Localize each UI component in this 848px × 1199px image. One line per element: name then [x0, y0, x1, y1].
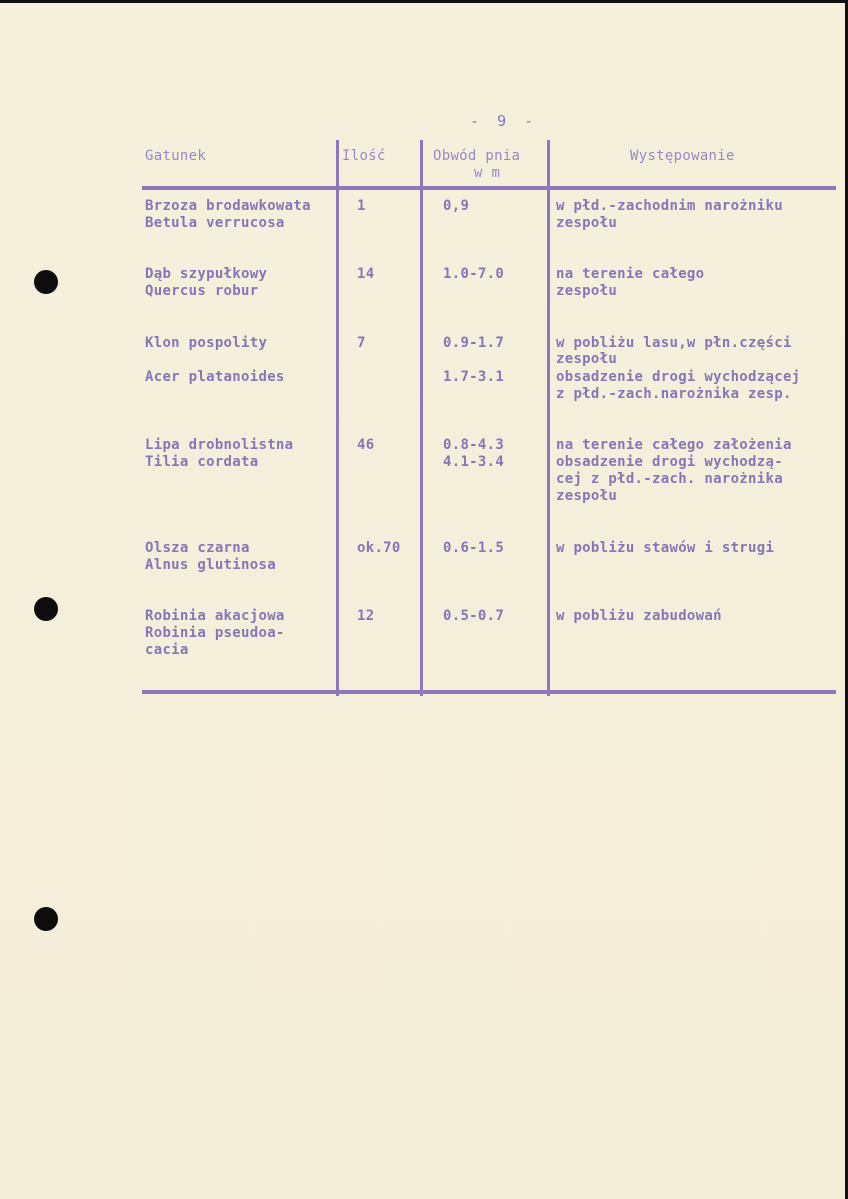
species-name: Brzoza brodawkowata [145, 198, 311, 214]
scan-edge-top [0, 0, 848, 3]
girth-value: 0,9 [443, 198, 470, 214]
species-name: Olsza czarna [145, 540, 250, 556]
species-name: Robinia akacjowa [145, 608, 285, 624]
occurrence-text: w pobliżu zabudowań [556, 608, 722, 624]
species-latin: cacia [145, 642, 189, 658]
species-latin: Robinia pseudoa- [145, 625, 285, 641]
occurrence-text: zespołu [556, 283, 618, 299]
girth-value: 0.8-4.3 [443, 437, 505, 453]
count-value: 1 [357, 198, 366, 214]
species-name: Klon pospolity [145, 335, 268, 351]
punch-hole-bottom [34, 907, 58, 931]
occurrence-text: obsadzenie drogi wychodzącej [556, 369, 801, 385]
girth-value: 1.7-3.1 [443, 369, 505, 385]
occurrence-text: obsadzenie drogi wychodzą- [556, 454, 783, 470]
header-girth-line1: Obwód pnia [433, 148, 521, 164]
count-value: 14 [357, 266, 375, 282]
count-value: 7 [357, 335, 366, 351]
occurrence-text: na terenie całego założenia [556, 437, 792, 453]
header-count: Ilość [342, 148, 386, 164]
occurrence-text: na terenie całego [556, 266, 705, 282]
column-divider-2 [420, 140, 423, 696]
species-latin: Alnus glutinosa [145, 557, 276, 573]
occurrence-text: z płd.-zach.narożnika zesp. [556, 386, 792, 402]
occurrence-text: cej z płd.-zach. narożnika [556, 471, 783, 487]
header-rule [142, 186, 836, 190]
punch-hole-top [34, 270, 58, 294]
species-latin: Betula verrucosa [145, 215, 285, 231]
species-latin: Acer platanoides [145, 369, 285, 385]
count-value: 12 [357, 608, 375, 624]
occurrence-text: w pobliżu lasu,w płn.części [556, 335, 792, 351]
girth-value: 0.5-0.7 [443, 608, 505, 624]
header-species: Gatunek [145, 148, 207, 164]
species-latin: Tilia cordata [145, 454, 259, 470]
punch-hole-middle [34, 597, 58, 621]
count-value: 46 [357, 437, 375, 453]
species-name: Lipa drobnolistna [145, 437, 294, 453]
girth-value: 0.6-1.5 [443, 540, 505, 556]
occurrence-text: w pobliżu stawów i strugi [556, 540, 775, 556]
occurrence-text: zespołu [556, 351, 618, 367]
girth-value: 4.1-3.4 [443, 454, 505, 470]
occurrence-text: zespołu [556, 488, 618, 504]
bottom-rule [142, 690, 836, 694]
column-divider-3 [547, 140, 550, 696]
header-girth-line2: w m [474, 165, 501, 181]
species-name: Dąb szypułkowy [145, 266, 268, 282]
girth-value: 0.9-1.7 [443, 335, 505, 351]
count-value: ok.70 [357, 540, 401, 556]
species-latin: Quercus robur [145, 283, 259, 299]
girth-value: 1.0-7.0 [443, 266, 505, 282]
occurrence-text: zespołu [556, 215, 618, 231]
header-occurrence: Występowanie [630, 148, 735, 164]
occurrence-text: w płd.-zachodnim narożniku [556, 198, 783, 214]
column-divider-1 [336, 140, 339, 696]
page-number: - 9 - [470, 112, 534, 130]
